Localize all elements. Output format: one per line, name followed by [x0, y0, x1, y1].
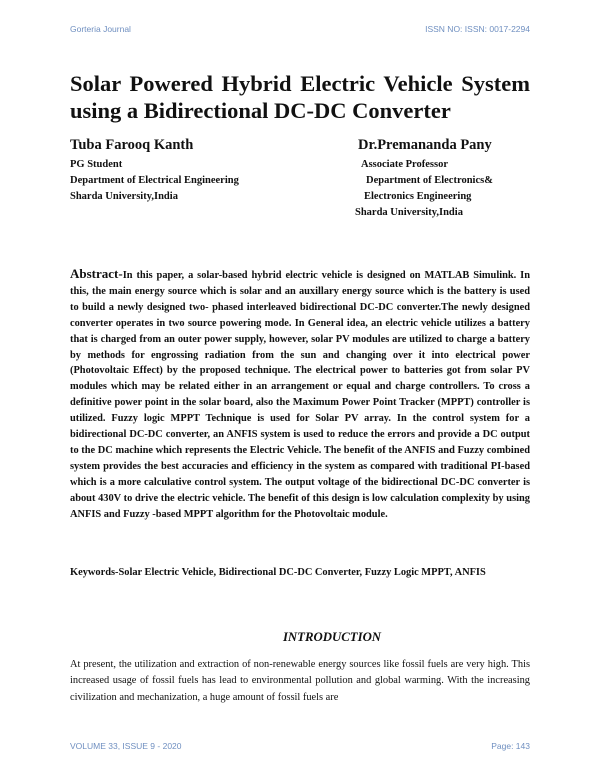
- keywords: Keywords-Solar Electric Vehicle, Bidirectional DC-DC Converter, Fuzzy Logic MPPT, ANFIS: [70, 567, 486, 578]
- author-block-1: [70, 138, 239, 205]
- abstract-heading: Abstract-: [70, 266, 123, 281]
- author-affiliation-line: Department of Electronics&: [366, 175, 493, 186]
- paper-title: Solar Powered Hybrid Electric Vehicle System using a Bidirectional DC-DC Converter: [70, 71, 530, 123]
- author-block-2: [355, 137, 493, 221]
- author-affiliation-line: Department of Electrical Engineering: [70, 175, 239, 186]
- section-heading: INTRODUCTION: [282, 630, 382, 644]
- intro-paragraph: At present, the utilization and extraction of non-renewable energy sources like fossil fuels are very high. This increased usage of fossil fuels has lead to environmental pollution and global warming. With the increasing civilization and mechanization, a huge amount of fossil fuels are: [70, 659, 530, 703]
- author-name: Dr.Premananda Pany: [358, 137, 492, 153]
- journal-name: Gorteria Journal: [70, 24, 131, 34]
- issn-label: ISSN NO: ISSN: 0017-2294: [425, 24, 530, 34]
- volume-issue: VOLUME 33, ISSUE 9 - 2020: [70, 741, 182, 751]
- author-name: Tuba Farooq Kanth: [70, 137, 194, 153]
- author-affiliation-line: PG Student: [70, 159, 123, 170]
- abstract: [70, 266, 530, 523]
- author-affiliation-line: Electronics Engineering: [364, 191, 472, 202]
- abstract-text: In this paper, a solar-based hybrid electric vehicle is designed on MATLAB Simulink. In this, the main energy source which is solar and an auxillary energy source which is the battery is used to build a newly designed two- phased interleaved bidirectional DC-DC converter.The newly designed converter operates in two source powering mode. In General idea, an electric vehicle utilizes a battery that is charged from an outer power supply, however, solar PV modules are utilized to charge a battery by methods for engrossing radiation from the sun and changing over it into electrical power (Photovoltaic Effect) by the proposed technique. The electrical power to batteries got from solar PV modules which may be related either in an arrangement or equal and charge controllers. To cross a definitive power point in the solar board, also the Maximum Power Point Tracker (MPPT) controller is utilized. Fuzzy logic MPPT Technique is used for Solar PV array. In the control system for a bidirectional DC-DC converter, an ANFIS system is used to reduce the errors and provide a DC output to the DC machine which represents the Electric Vehicle. The benefit of the ANFIS and Fuzzy combined system provides the best accuracies and efficiency in the system as compared with traditional PI-based which is a more calculative control system. The output voltage of the bidirectional DC-DC converter is about 430V to drive the electric vehicle. The benefit of this design is low calculation complexity by using ANFIS and Fuzzy -based MPPT algorithm for the Photovoltaic module.: [70, 270, 530, 520]
- page-number: Page: 143: [491, 741, 530, 751]
- author-affiliation-line: Sharda University,India: [70, 191, 178, 202]
- author-affiliation-line: Sharda University,India: [355, 207, 463, 218]
- author-affiliation-line: Associate Professor: [361, 159, 448, 170]
